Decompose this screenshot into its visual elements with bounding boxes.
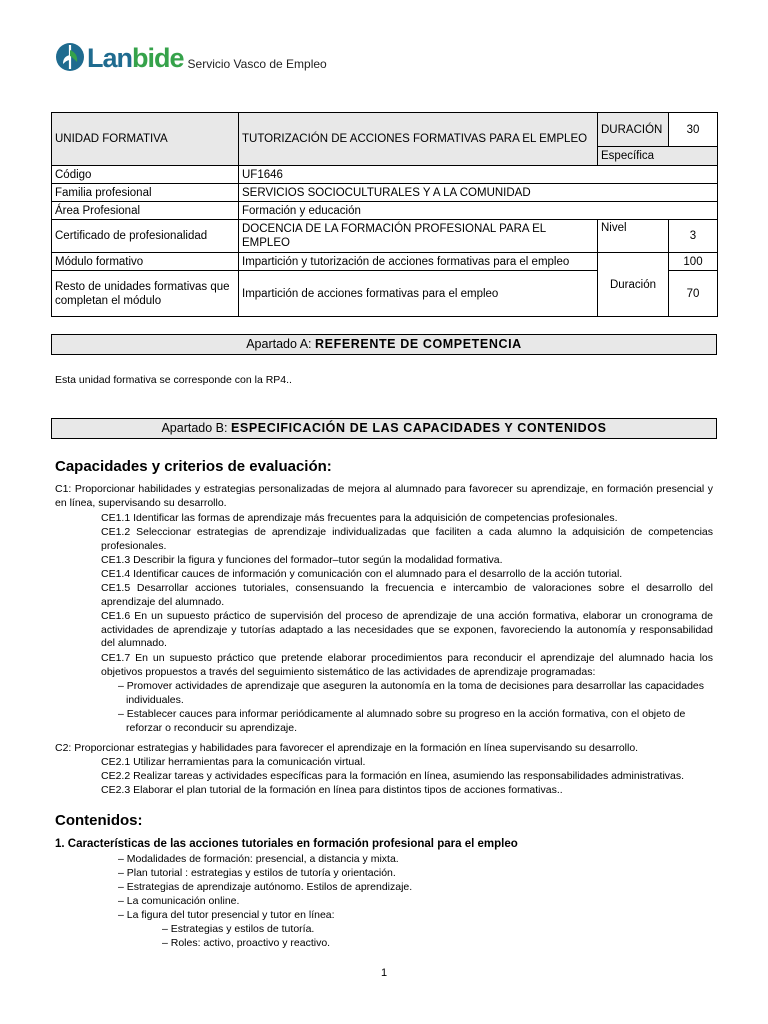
certificado-label: Certificado de profesionalidad [52,220,239,253]
unidad-label: UNIDAD FORMATIVA [52,113,239,166]
ce1-7-text: CE1.7 En un supuesto práctico que pretende elaborar procedimientos para reconducir el aprendizaje del alumnado hacia los objetivos propuestos a través del seguimiento sistemático de las actividades de aprendizaje programadas: [101,652,713,678]
familia-label: Familia profesional [52,184,239,202]
apartado-a-text: Esta unidad formativa se corresponde con la RP4.. [55,374,292,386]
contenidos-section-1: 1. Características de las acciones tutoriales en formación profesional para el empleo [55,838,518,850]
duracion-label: DURACIÓN [598,113,669,147]
area-value: Formación y educación [239,202,718,220]
contenido-item: – Modalidades de formación: presencial, a distancia y mixta. [118,853,399,865]
ce2-1-text: CE2.1 Utilizar herramientas para la comunicación virtual. [101,756,366,768]
ce1-7-item-b: – Establecer cauces para informar periódicamente al alumnado sobre su progreso en la acción formativa, con el objeto de reforzar o reconducir su aprendizaje. [118,708,686,734]
familia-value: SERVICIOS SOCIOCULTURALES Y A LA COMUNIDAD [239,184,718,202]
especifica-label: Específica [598,147,718,166]
codigo-label: Código [52,166,239,184]
duracion2-label: Duración [598,253,669,317]
ce1-5-text: CE1.5 Desarrollar acciones tutoriales, consensuando la frecuencia e intercambio de valoraciones sobre el desarrollo del aprendizaje del alumnado. [101,582,713,608]
apartado-b-band [51,418,717,439]
ce1-6-text: CE1.6 En un supuesto práctico de supervisión del proceso de aprendizaje de una acción formativa, elaborar un cronograma de actividades de aprendizaje y tutorías adaptado a las necesidades que se exponen, favoreciendo la autonomía y responsabilidad del alumnado. [101,610,713,650]
c1-text: C1: Proporcionar habilidades y estrategias personalizadas de mejora al alumnado para favorecer su aprendizaje, en formación presencial y en línea, supervisando su desarrollo. [55,483,713,509]
ce1-3-text: CE1.3 Describir la figura y funciones del formador–tutor según la modalidad formativa. [101,554,503,566]
ce1-4-text: CE1.4 Identificar cauces de información y comunicación con el alumnado para el desarrollo de la acción tutorial. [101,568,623,580]
contenido-item: – La figura del tutor presencial y tutor en línea: [118,909,335,921]
apartado-b-prefix: Apartado B: [161,421,231,435]
unidad-value: TUTORIZACIÓN DE ACCIONES FORMATIVAS PARA EL EMPLEO [239,113,598,166]
contenido-item: – Estrategias de aprendizaje autónomo. Estilos de aprendizaje. [118,881,413,893]
logo-wordmark: Lanbide [87,43,184,73]
capacidades-heading: Capacidades y criterios de evaluación: [55,458,332,475]
unidad-formativa-table [51,112,718,317]
duracion-value: 30 [669,113,718,147]
ce1-2-text: CE1.2 Seleccionar estrategias de aprendizaje individualizadas que faciliten a cada alumno la adquisición de competencias profesionales. [101,526,713,552]
apartado-a-prefix: Apartado A: [246,337,316,351]
nivel-label: Nivel [598,220,669,253]
resto-label: Resto de unidades formativas que completan el módulo [52,271,239,317]
certificado-value: DOCENCIA DE LA FORMACIÓN PROFESIONAL PARA EL EMPLEO [239,220,598,253]
ce1-7-item-a: – Promover actividades de aprendizaje que aseguren la autonomía en la toma de decisiones para desarrollar las capacidades individuales. [118,680,705,706]
contenido-subitem: – Roles: activo, proactivo y reactivo. [162,937,331,949]
page-number: 1 [380,967,388,979]
modulo-hours: 100 [669,253,718,271]
ce2-3-text: CE2.3 Elaborar el plan tutorial de la formación en línea para distintos tipos de acciones formativas.. [101,784,563,796]
apartado-a-title: REFERENTE DE COMPETENCIA [315,337,522,351]
contenido-item: – Plan tutorial : estrategias y estilos de tutoría y orientación. [118,867,396,879]
modulo-value: Impartición y tutorización de acciones formativas para el empleo [239,253,598,271]
modulo-label: Módulo formativo [52,253,239,271]
apartado-a-band [51,334,717,355]
c2-text: C2: Proporcionar estrategias y habilidades para favorecer el aprendizaje en la formación en línea supervisando su desarrollo. [55,742,639,754]
nivel-value: 3 [669,220,718,253]
resto-hours: 70 [669,271,718,317]
ce1-1-text: CE1.1 Identificar las formas de aprendizaje más frecuentes para la adquisición de competencias profesionales. [101,512,618,524]
logo-tagline: Servicio Vasco de Empleo [187,57,327,71]
lanbide-emblem-icon [55,42,85,72]
ce2-2-text: CE2.2 Realizar tareas y actividades específicas para la formación en línea, asumiendo las responsabilidades administrativas. [101,770,685,782]
contenidos-heading: Contenidos: [55,812,143,829]
apartado-b-title: ESPECIFICACIÓN DE LAS CAPACIDADES Y CONTENIDOS [230,421,607,435]
area-label: Área Profesional [52,202,239,220]
contenido-item: – La comunicación online. [118,895,240,907]
contenido-subitem: – Estrategias y estilos de tutoría. [162,923,315,935]
codigo-value: UF1646 [239,166,718,184]
lanbide-logo [55,42,327,72]
resto-value: Impartición de acciones formativas para el empleo [239,271,598,317]
